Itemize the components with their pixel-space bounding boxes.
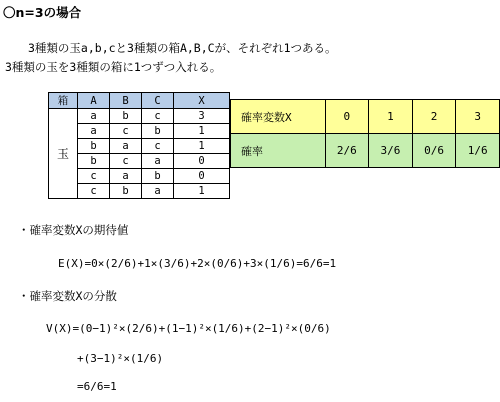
table-cell: a xyxy=(78,124,110,139)
table-cell: c xyxy=(110,124,142,139)
table-cell: a xyxy=(78,109,110,124)
variance-title: ・確率変数Xの分散 xyxy=(18,289,117,303)
table-cell: a xyxy=(142,184,174,199)
probability-value: 3/6 xyxy=(369,134,413,168)
variance-formula-line-1: V(X)=(0−1)²×(2/6)+(1−1)²×(1/6)+(2−1)²×(0/6) xyxy=(46,322,331,335)
probability-value: 0/6 xyxy=(412,134,456,168)
table-cell: 0 xyxy=(174,169,230,184)
probability-row xyxy=(231,134,500,168)
table-cell: b xyxy=(142,124,174,139)
header-A: A xyxy=(78,93,110,109)
intro-line-1: 3種類の玉a,b,cと3種類の箱A,B,Cが、それぞれ1つある。 xyxy=(28,41,337,55)
intro-line-2: 3種類の玉を3種類の箱に1つずつ入れる。 xyxy=(5,60,222,74)
variance-formula-line-2: +(3−1)²×(1/6) xyxy=(77,352,164,365)
variable-value: 2 xyxy=(412,100,456,134)
permutation-header-row xyxy=(49,93,230,109)
random-variable-label: 確率変数X xyxy=(231,100,326,134)
probability-value: 1/6 xyxy=(456,134,500,168)
table-cell: 1 xyxy=(174,184,230,199)
probability-value: 2/6 xyxy=(325,134,369,168)
table-cell: c xyxy=(142,109,174,124)
ball-label: 玉 xyxy=(49,109,78,199)
section-heading: 〇n=3の場合 xyxy=(3,5,82,20)
table-cell: b xyxy=(78,154,110,169)
variable-value: 3 xyxy=(456,100,500,134)
table-cell: 3 xyxy=(174,109,230,124)
table-cell: c xyxy=(78,184,110,199)
table-row xyxy=(49,109,230,124)
probability-label: 確率 xyxy=(231,134,326,168)
table-cell: 0 xyxy=(174,154,230,169)
header-C: C xyxy=(142,93,174,109)
corner-box-label: 箱 xyxy=(49,93,78,109)
table-cell: a xyxy=(110,169,142,184)
variable-value: 0 xyxy=(325,100,369,134)
table-cell: c xyxy=(78,169,110,184)
table-cell: b xyxy=(142,169,174,184)
table-cell: 1 xyxy=(174,139,230,154)
header-X: X xyxy=(174,93,230,109)
table-cell: b xyxy=(110,184,142,199)
table-cell: 1 xyxy=(174,124,230,139)
permutation-table xyxy=(48,92,230,199)
variable-value: 1 xyxy=(369,100,413,134)
table-cell: b xyxy=(110,109,142,124)
table-cell: c xyxy=(110,154,142,169)
expectation-title: ・確率変数Xの期待値 xyxy=(18,223,129,237)
table-cell: a xyxy=(142,154,174,169)
probability-distribution-table xyxy=(230,99,500,168)
expectation-formula: E(X)=0×(2/6)+1×(3/6)+2×(0/6)+3×(1/6)=6/6=1 xyxy=(58,257,337,270)
random-variable-row xyxy=(231,100,500,134)
header-B: B xyxy=(110,93,142,109)
table-cell: a xyxy=(110,139,142,154)
variance-formula-line-3: =6/6=1 xyxy=(77,380,117,393)
table-cell: b xyxy=(78,139,110,154)
table-cell: c xyxy=(142,139,174,154)
